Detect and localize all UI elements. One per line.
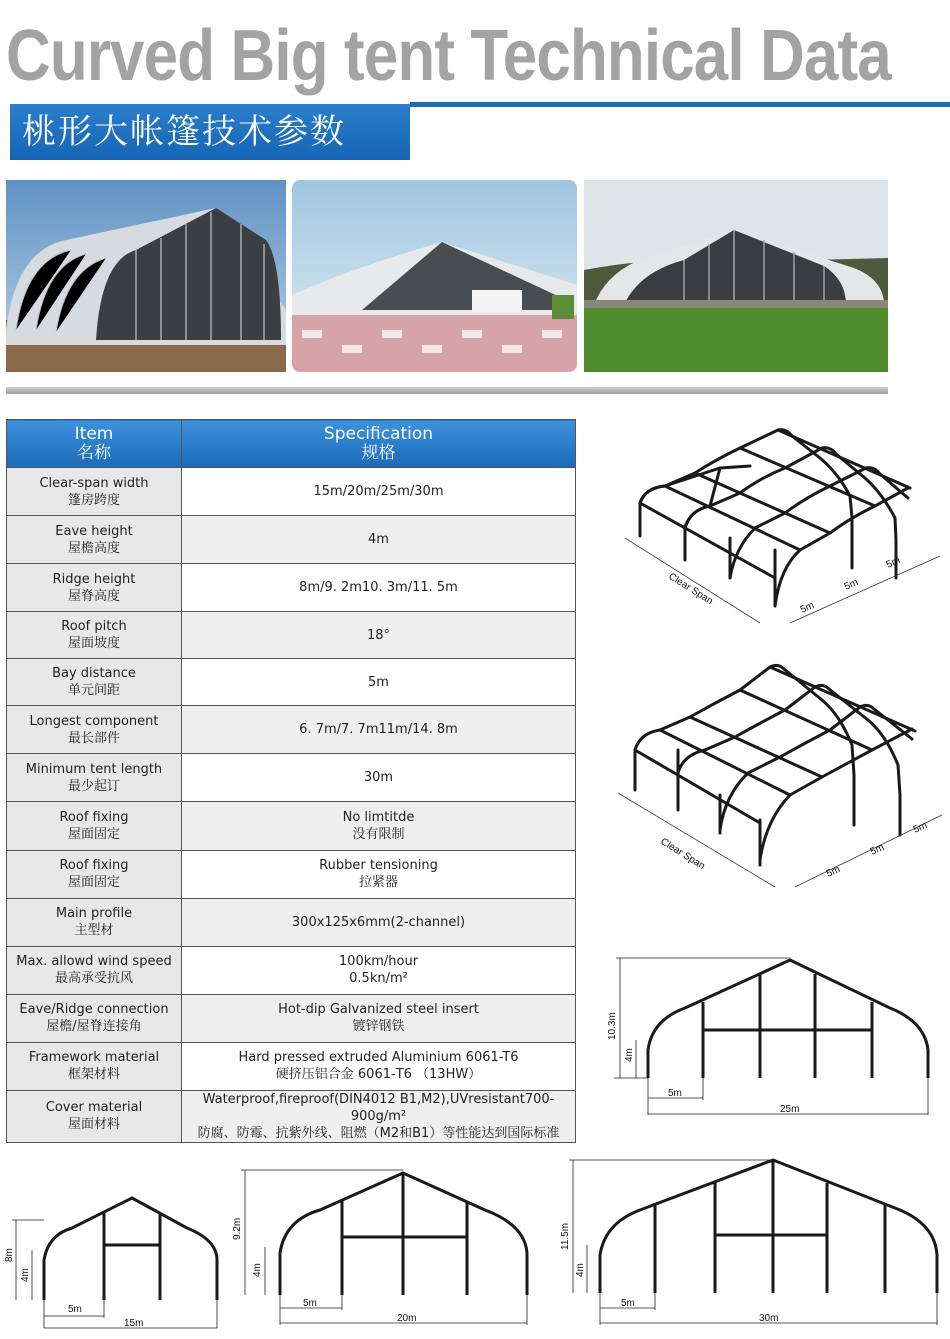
elev-30-bay: 5m <box>621 1298 635 1309</box>
title-rule <box>410 102 950 107</box>
table-row <box>7 706 576 754</box>
tent-photo-1 <box>6 180 286 372</box>
elev-25-height: 10.3m <box>607 1012 618 1040</box>
item-label-cn: 屋脊高度 <box>67 588 120 604</box>
table-row <box>7 1090 576 1142</box>
table-row <box>7 468 576 516</box>
table-row <box>7 850 576 898</box>
table-header-row <box>7 420 576 468</box>
item-label-cn: 屋面固定 <box>67 826 120 842</box>
spec-cell <box>182 994 576 1042</box>
item-label-en: Framework material <box>28 1050 160 1066</box>
tent-photo-3 <box>584 180 888 372</box>
item-label-cn: 屋面材料 <box>67 1117 120 1133</box>
elevation-20m <box>225 1165 545 1330</box>
item-cell <box>7 754 182 802</box>
item-label-cn: 篷房跨度 <box>67 492 120 508</box>
subtitle-band: 桃形大帐篷技术参数 <box>10 104 410 160</box>
spec-value-line2: 拉紧器 <box>358 875 398 891</box>
clear-span-label-2: Clear Span <box>658 836 707 873</box>
elevation-25m <box>600 950 945 1125</box>
spec-value-line1: Hot-dip Galvanized steel insert <box>278 1002 479 1018</box>
photo-divider <box>6 387 888 394</box>
table-row <box>7 994 576 1042</box>
item-cell <box>7 659 182 706</box>
item-cell <box>7 898 182 946</box>
item-cell <box>7 612 182 659</box>
item-cell <box>7 1090 182 1142</box>
item-cell <box>7 802 182 850</box>
elev-15-height: 8m <box>4 1248 15 1262</box>
spec-value-line1: No limtitde <box>342 809 415 825</box>
spec-value-line2: 防腐、防霉、抗紫外线、阻燃（M2和B1）等性能达到国际标准 <box>197 1125 560 1141</box>
elev-15-bay: 5m <box>68 1304 82 1315</box>
item-label-cn: 最长部件 <box>67 730 120 746</box>
bay-label-2c: 5m <box>911 820 929 836</box>
elev-20-span: 20m <box>397 1313 417 1324</box>
elev-30-eave: 4m <box>575 1263 586 1277</box>
item-cell <box>7 1042 182 1090</box>
clear-span-label-1: Clear Span <box>666 571 715 608</box>
iso-diagram-2 <box>590 655 945 895</box>
item-label-en: Cover material <box>45 1100 143 1116</box>
spec-value-line2: 0.5kn/m² <box>349 971 408 987</box>
spec-value-line1: 15m/20m/25m/30m <box>313 484 444 500</box>
item-label-cn: 屋檐/屋脊连接角 <box>46 1019 142 1035</box>
spec-value-line1: 4m <box>368 532 389 548</box>
spec-value-line1: Hard pressed extruded Aluminium 6061-T6 <box>238 1050 519 1066</box>
tent-photo-2 <box>292 180 577 372</box>
table-row <box>7 659 576 706</box>
spec-column-header: Specification 规格 <box>182 420 576 468</box>
page-title: Curved Big tent Technical Data <box>6 16 891 96</box>
elevation-15m <box>2 1190 232 1335</box>
item-label-en: Longest component <box>29 713 159 729</box>
item-cell <box>7 516 182 564</box>
iso-diagram-1 <box>590 418 945 633</box>
table-row <box>7 898 576 946</box>
item-cell <box>7 468 182 516</box>
item-label-cn: 屋面固定 <box>67 875 120 891</box>
spec-cell <box>182 659 576 706</box>
item-label-en: Roof fixing <box>59 858 129 874</box>
table-row <box>7 1042 576 1090</box>
elev-30-height: 11.5m <box>560 1222 571 1250</box>
spec-table <box>6 419 576 1143</box>
spec-value-line1: 100km/hour <box>338 954 419 970</box>
table-row <box>7 516 576 564</box>
item-label-en: Eave height <box>55 523 133 539</box>
elevation-30m <box>555 1155 945 1330</box>
spec-value-line1: 18° <box>366 627 391 643</box>
spec-value-line1: 6. 7m/7. 7m11m/14. 8m <box>299 722 458 738</box>
item-label-en: Bay distance <box>52 666 136 682</box>
spec-cell <box>182 612 576 659</box>
item-label-en: Roof fixing <box>59 809 129 825</box>
spec-cell <box>182 850 576 898</box>
elev-25-eave: 4m <box>624 1048 635 1062</box>
item-cell <box>7 946 182 994</box>
spec-cell <box>182 1090 576 1142</box>
spec-value-line2: 没有限制 <box>352 826 405 842</box>
elev-20-eave: 4m <box>252 1263 263 1277</box>
spec-value-line1: 30m <box>363 770 394 786</box>
bay-label-2a: 5m <box>824 864 842 880</box>
item-label-en: Eave/Ridge connection <box>19 1002 169 1018</box>
spec-cell <box>182 468 576 516</box>
bay-label-1c: 5m <box>884 555 902 571</box>
spec-value-line1: 8m/9. 2m10. 3m/11. 5m <box>299 580 458 596</box>
elev-15-eave: 4m <box>20 1268 31 1282</box>
item-label-en: Main profile <box>55 906 133 922</box>
bay-label-2b: 5m <box>868 842 886 858</box>
item-cell <box>7 706 182 754</box>
spec-value-line1: Rubber tensioning <box>319 858 438 874</box>
item-label-en: Max. allowd wind speed <box>16 954 172 970</box>
table-row <box>7 754 576 802</box>
elev-20-height: 9.2m <box>232 1217 243 1240</box>
item-column-header: Item 名称 <box>7 420 182 468</box>
elev-15-span: 15m <box>124 1318 144 1329</box>
table-row <box>7 802 576 850</box>
spec-value-line2: 硬挤压铝合金 6061-T6 （13HW） <box>275 1067 482 1083</box>
table-row <box>7 612 576 659</box>
spec-value-line1: Waterproof,fireproof(DIN4012 B1,M2),UVresistant700-900g/m² <box>202 1091 555 1124</box>
elev-30-span: 30m <box>759 1313 779 1324</box>
spec-cell <box>182 898 576 946</box>
bay-label-1b: 5m <box>842 577 860 593</box>
item-label-cn: 框架材料 <box>67 1067 120 1083</box>
item-cell <box>7 850 182 898</box>
item-label-cn: 单元间距 <box>67 683 120 699</box>
item-cell <box>7 994 182 1042</box>
table-row <box>7 564 576 612</box>
bay-label-1a: 5m <box>798 600 816 616</box>
spec-cell <box>182 516 576 564</box>
table-row <box>7 946 576 994</box>
spec-cell <box>182 754 576 802</box>
item-label-cn: 最少起订 <box>67 778 120 794</box>
elev-25-span: 25m <box>780 1104 800 1115</box>
spec-cell <box>182 802 576 850</box>
item-label-cn: 主型材 <box>74 923 114 939</box>
spec-cell <box>182 1042 576 1090</box>
spec-cell <box>182 946 576 994</box>
item-label-en: Roof pitch <box>61 619 127 635</box>
item-label-en: Ridge height <box>52 571 136 587</box>
spec-value-line2: 镀锌钢铁 <box>352 1019 405 1035</box>
item-label-cn: 屋檐高度 <box>67 540 120 556</box>
spec-cell <box>182 706 576 754</box>
item-label-cn: 屋面坡度 <box>67 636 120 652</box>
item-label-cn: 最高承受抗风 <box>54 971 133 987</box>
item-cell <box>7 564 182 612</box>
spec-cell <box>182 564 576 612</box>
item-label-en: Minimum tent length <box>25 761 163 777</box>
elev-25-bay: 5m <box>668 1088 682 1099</box>
item-label-en: Clear-span width <box>39 475 149 491</box>
spec-value-line1: 5m <box>368 674 389 690</box>
spec-value-line1: 300x125x6mm(2-channel) <box>291 914 466 930</box>
elev-20-bay: 5m <box>303 1298 317 1309</box>
